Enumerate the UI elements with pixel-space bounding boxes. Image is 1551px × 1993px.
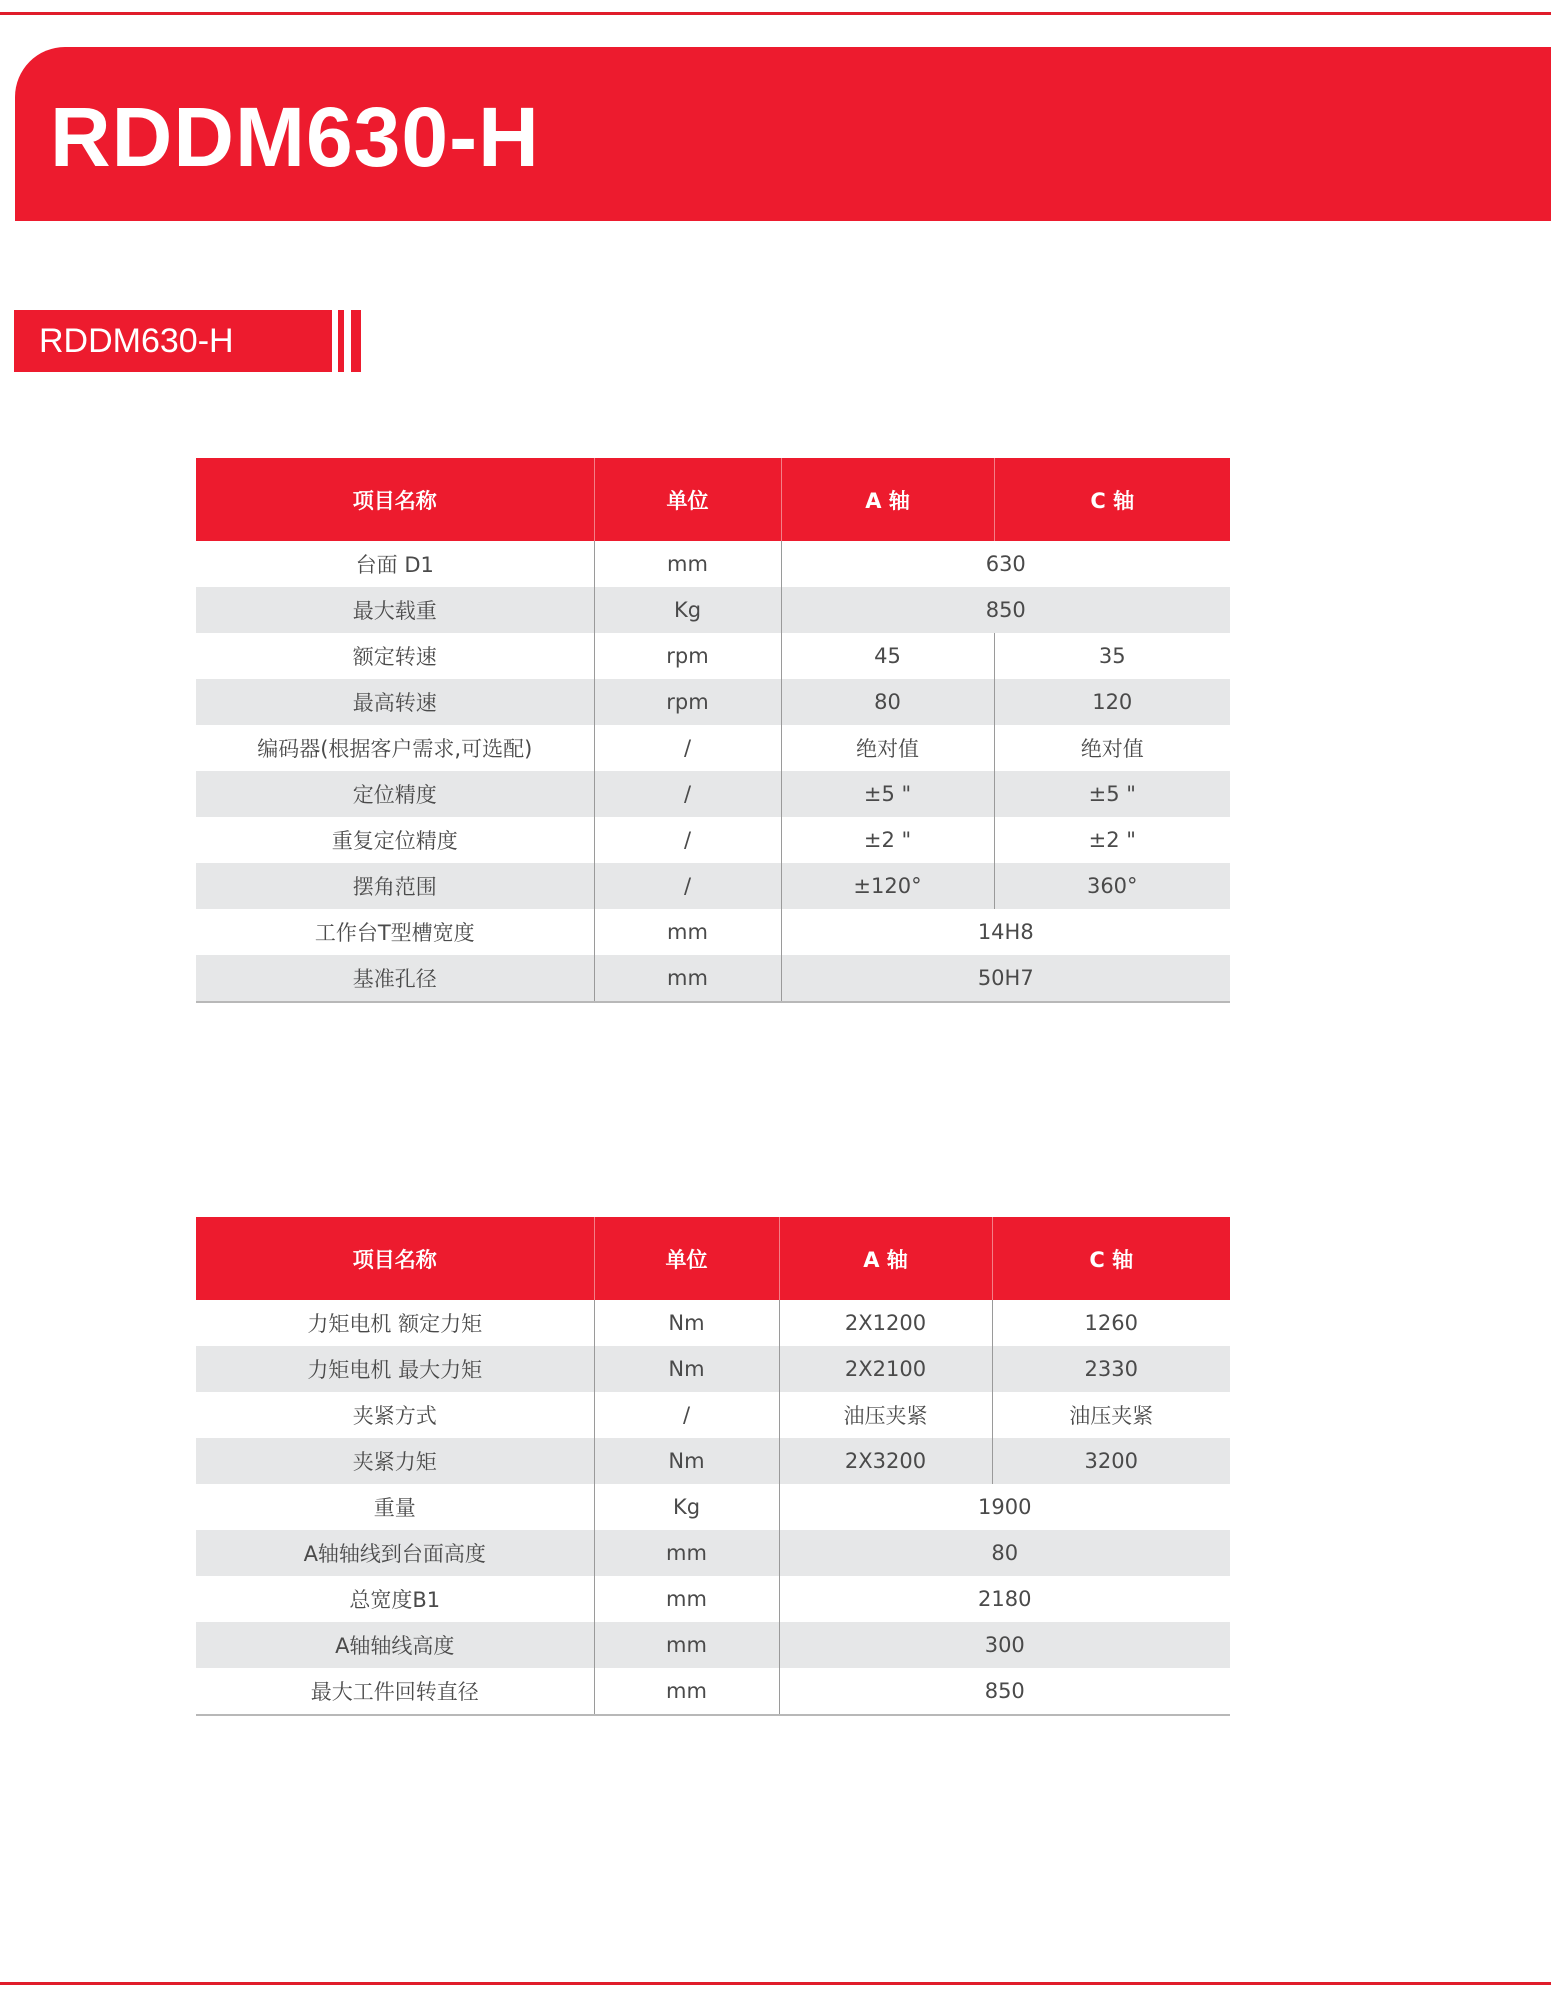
- cell-a-axis: ±5 ": [781, 771, 994, 817]
- table-row: [196, 817, 1230, 863]
- cell-unit: mm: [594, 909, 781, 955]
- cell-item-name: A轴轴线高度: [196, 1622, 594, 1668]
- cell-c-axis: 2330: [992, 1346, 1230, 1392]
- cell-a-axis: 2X1200: [779, 1300, 992, 1346]
- cell-a-axis: 油压夹紧: [779, 1392, 992, 1438]
- header-unit: 单位: [594, 1217, 779, 1300]
- table-row: [196, 863, 1230, 909]
- cell-merged-value: 850: [779, 1668, 1230, 1715]
- header-unit: 单位: [594, 458, 781, 541]
- header-c-axis: C 轴: [994, 458, 1230, 541]
- cell-item-name: 摆角范围: [196, 863, 594, 909]
- header-c-axis: C 轴: [992, 1217, 1230, 1300]
- cell-merged-value: 850: [781, 587, 1230, 633]
- section-label: RDDM630-H: [14, 310, 332, 372]
- cell-c-axis: 120: [994, 679, 1230, 725]
- cell-merged-value: 2180: [779, 1576, 1230, 1622]
- cell-unit: Nm: [594, 1300, 779, 1346]
- spec-table-2: [196, 1217, 1230, 1716]
- cell-unit: /: [594, 863, 781, 909]
- cell-a-axis: 2X2100: [779, 1346, 992, 1392]
- cell-c-axis: 1260: [992, 1300, 1230, 1346]
- spec-table-1: [196, 458, 1230, 1003]
- cell-c-axis: ±2 ": [994, 817, 1230, 863]
- table-row: [196, 1346, 1230, 1392]
- cell-merged-value: 80: [779, 1530, 1230, 1576]
- cell-merged-value: 1900: [779, 1484, 1230, 1530]
- bottom-rule: [0, 1982, 1551, 1985]
- cell-item-name: A轴轴线到台面高度: [196, 1530, 594, 1576]
- cell-item-name: 力矩电机 最大力矩: [196, 1346, 594, 1392]
- cell-a-axis: 2X3200: [779, 1438, 992, 1484]
- table-row: [196, 909, 1230, 955]
- cell-unit: /: [594, 771, 781, 817]
- cell-merged-value: 14H8: [781, 909, 1230, 955]
- cell-a-axis: 绝对值: [781, 725, 994, 771]
- cell-unit: Kg: [594, 587, 781, 633]
- cell-merged-value: 50H7: [781, 955, 1230, 1002]
- cell-a-axis: ±2 ": [781, 817, 994, 863]
- table-row: [196, 1530, 1230, 1576]
- cell-unit: mm: [594, 955, 781, 1002]
- table-row: [196, 725, 1230, 771]
- cell-c-axis: 绝对值: [994, 725, 1230, 771]
- cell-unit: mm: [594, 541, 781, 587]
- cell-item-name: 总宽度B1: [349, 1588, 441, 1612]
- table-header-row: [196, 458, 1230, 541]
- table-row: [196, 771, 1230, 817]
- table-row: [196, 1300, 1230, 1346]
- cell-unit: /: [594, 725, 781, 771]
- cell-unit: /: [594, 1392, 779, 1438]
- cell-c-axis: ±5 ": [994, 771, 1230, 817]
- cell-a-axis: 80: [781, 679, 994, 725]
- cell-a-axis: 45: [781, 633, 994, 679]
- table-header-row: [196, 1217, 1230, 1300]
- cell-item-name: 工作台T型槽宽度: [314, 921, 475, 945]
- cell-item-name: 最大载重: [196, 587, 594, 633]
- cell-unit: mm: [594, 1622, 779, 1668]
- table-row: [196, 633, 1230, 679]
- cell-item-name: 最高转速: [196, 679, 594, 725]
- page-title: RDDM630-H: [50, 90, 540, 184]
- table-row: [196, 1622, 1230, 1668]
- cell-unit: Kg: [594, 1484, 779, 1530]
- cell-item-name: 额定转速: [352, 645, 437, 669]
- cell-a-axis: ±120°: [781, 863, 994, 909]
- table-row: [196, 1484, 1230, 1530]
- table-row: [196, 1392, 1230, 1438]
- cell-merged-value: 300: [779, 1622, 1230, 1668]
- cell-merged-value: 630: [781, 541, 1230, 587]
- cell-unit: mm: [594, 1530, 779, 1576]
- cell-unit: rpm: [594, 679, 781, 725]
- header-item-name: 项目名称: [196, 458, 594, 541]
- cell-item-name: 编码器(根据客户需求,可选配): [257, 737, 533, 761]
- table-row: [196, 541, 1230, 587]
- cell-item-name: 台面 D1: [355, 553, 434, 577]
- cell-unit: rpm: [594, 633, 781, 679]
- table-row: [196, 955, 1230, 1002]
- cell-c-axis: 360°: [994, 863, 1230, 909]
- cell-item-name: 重复定位精度: [331, 829, 458, 853]
- cell-item-name: 重量: [373, 1496, 416, 1520]
- cell-unit: mm: [594, 1576, 779, 1622]
- cell-unit: Nm: [594, 1438, 779, 1484]
- header-a-axis: A 轴: [781, 458, 994, 541]
- header-a-axis: A 轴: [779, 1217, 992, 1300]
- cell-item-name: 夹紧力矩: [196, 1438, 594, 1484]
- cell-unit: /: [594, 817, 781, 863]
- cell-item-name: 力矩电机 额定力矩: [307, 1312, 483, 1336]
- table-row: [196, 679, 1230, 725]
- cell-c-axis: 油压夹紧: [992, 1392, 1230, 1438]
- cell-c-axis: 3200: [992, 1438, 1230, 1484]
- table-row: [196, 1438, 1230, 1484]
- cell-item-name: 夹紧方式: [352, 1404, 437, 1428]
- header-item-name: 项目名称: [196, 1217, 594, 1300]
- section-label-stripe: [338, 310, 344, 372]
- cell-item-name: 最大工件回转直径: [196, 1668, 594, 1715]
- cell-c-axis: 35: [994, 633, 1230, 679]
- cell-unit: Nm: [594, 1346, 779, 1392]
- cell-item-name: 基准孔径: [196, 955, 594, 1002]
- table-row: [196, 587, 1230, 633]
- cell-unit: mm: [594, 1668, 779, 1715]
- top-rule: [0, 12, 1551, 15]
- cell-item-name: 定位精度: [196, 771, 594, 817]
- hero-banner: [15, 47, 1551, 221]
- table-row: [196, 1576, 1230, 1622]
- table-row: [196, 1668, 1230, 1715]
- section-label-stripe: [351, 310, 361, 372]
